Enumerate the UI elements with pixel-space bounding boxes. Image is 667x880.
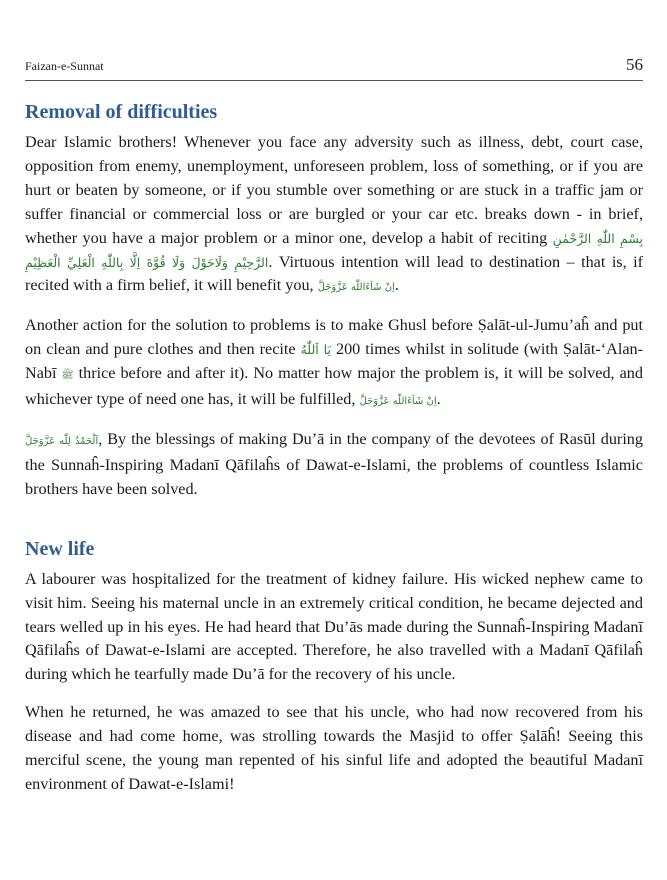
paragraph-text: Dear Islamic brothers! Whenever you face any adversity such as illness, debt, court case, opposition from enemy, unemployment, unforeseen problem, loss of something, or if you are hurt or beaten by someone, or if you stumble over something or are stuck in a traffic jam or suffer financial or commercial loss or are burgled or your car etc. breaks down - in brief, whether you have a major problem or a minor one, develop a habit of reciting xyxy=(25,133,643,247)
arabic-insha-allah: اِنْ شَآءَاللّٰه عَزَّوَجَلَّ xyxy=(317,282,395,294)
paragraph xyxy=(25,428,643,502)
paragraph-text: . Virtuous intention will lead to destination – that is, if recited with a firm belief, it will benefit you, xyxy=(25,252,643,295)
page-content xyxy=(25,99,643,797)
arabic-salutation: ﷺ xyxy=(61,370,74,382)
page-number: 56 xyxy=(626,55,643,74)
section-heading-new-life: New life xyxy=(25,537,95,560)
arabic-ya-allah: يَا اَللّٰهُ xyxy=(300,342,331,358)
paragraph: A labourer was hospitalized for the treatment of kidney failure. His wicked nephew came to visit him. Seeing his maternal uncle in an extremely critical condition, he became dejected and tears welled up in his eyes. He had heard that Du’ās made during the Sunnaĥ-Inspiring Madanī Qāfilaĥs of Dawat-e-Islami are accepted. Therefore, he also travelled with a Madanī Qāfilaĥ during which he tearfully made Du’ā for the recovery of his uncle. xyxy=(25,569,643,684)
paragraph-text: Another action for the solution to problems is to make Ghusl before Ṣalāt-ul-Jumu’aĥ and put on clean and pure clothes and then recite xyxy=(25,316,643,359)
book-title: Faizan-e-Sunnat xyxy=(25,59,104,73)
arabic-insha-allah: اِنْ شَآءَاللّٰه عَزَّوَجَلَّ xyxy=(359,396,437,408)
paragraph xyxy=(25,314,643,414)
paragraph xyxy=(25,131,643,300)
paragraph-text: thrice before and after it). No matter how major the problem is, it will be solved, and whichever type of need one has, it will be fulfilled, xyxy=(25,364,643,409)
paragraph-text: 200 times whilst in solitude (with Ṣalāt-‘Alan-Nabī xyxy=(25,340,644,383)
paragraph-end: . xyxy=(436,390,441,409)
paragraph-end: . xyxy=(394,276,399,295)
section-heading-removal-of-difficulties: Removal of difficulties xyxy=(25,101,218,123)
page-header xyxy=(25,52,643,81)
paragraph: When he returned, he was amazed to see that his uncle, who had now recovered from his disease and had come home, was strolling towards the Masjid to offer Ṣalāĥ! Seeing this merciful scene, the young man repented of his sinful life and adopted the beautiful Madanī environment of Dawat-e-Islami! xyxy=(25,703,643,793)
paragraph-text: , By the blessings of making Du’ā in the company of the devotees of Rasūl during the Sunnaĥ-Inspiring Madanī Qāfilaĥs of Dawat-e-Islami, the problems of countless Islamic brothers have been solved. xyxy=(25,429,643,498)
arabic-invocation: بِسْمِ اللّٰهِ الرَّحْمٰنِ الرَّحِيْمِ وَلَاحَوْلَ وَلَا قُوَّةَ اِلَّا بِاللّٰهِ الْعَلِيِّ الْعَظِيْمِ xyxy=(25,230,643,270)
arabic-alhamdulillah: اَلْحَمْدُ لِلّٰه عَزَّوَجَلَّ xyxy=(25,435,99,447)
